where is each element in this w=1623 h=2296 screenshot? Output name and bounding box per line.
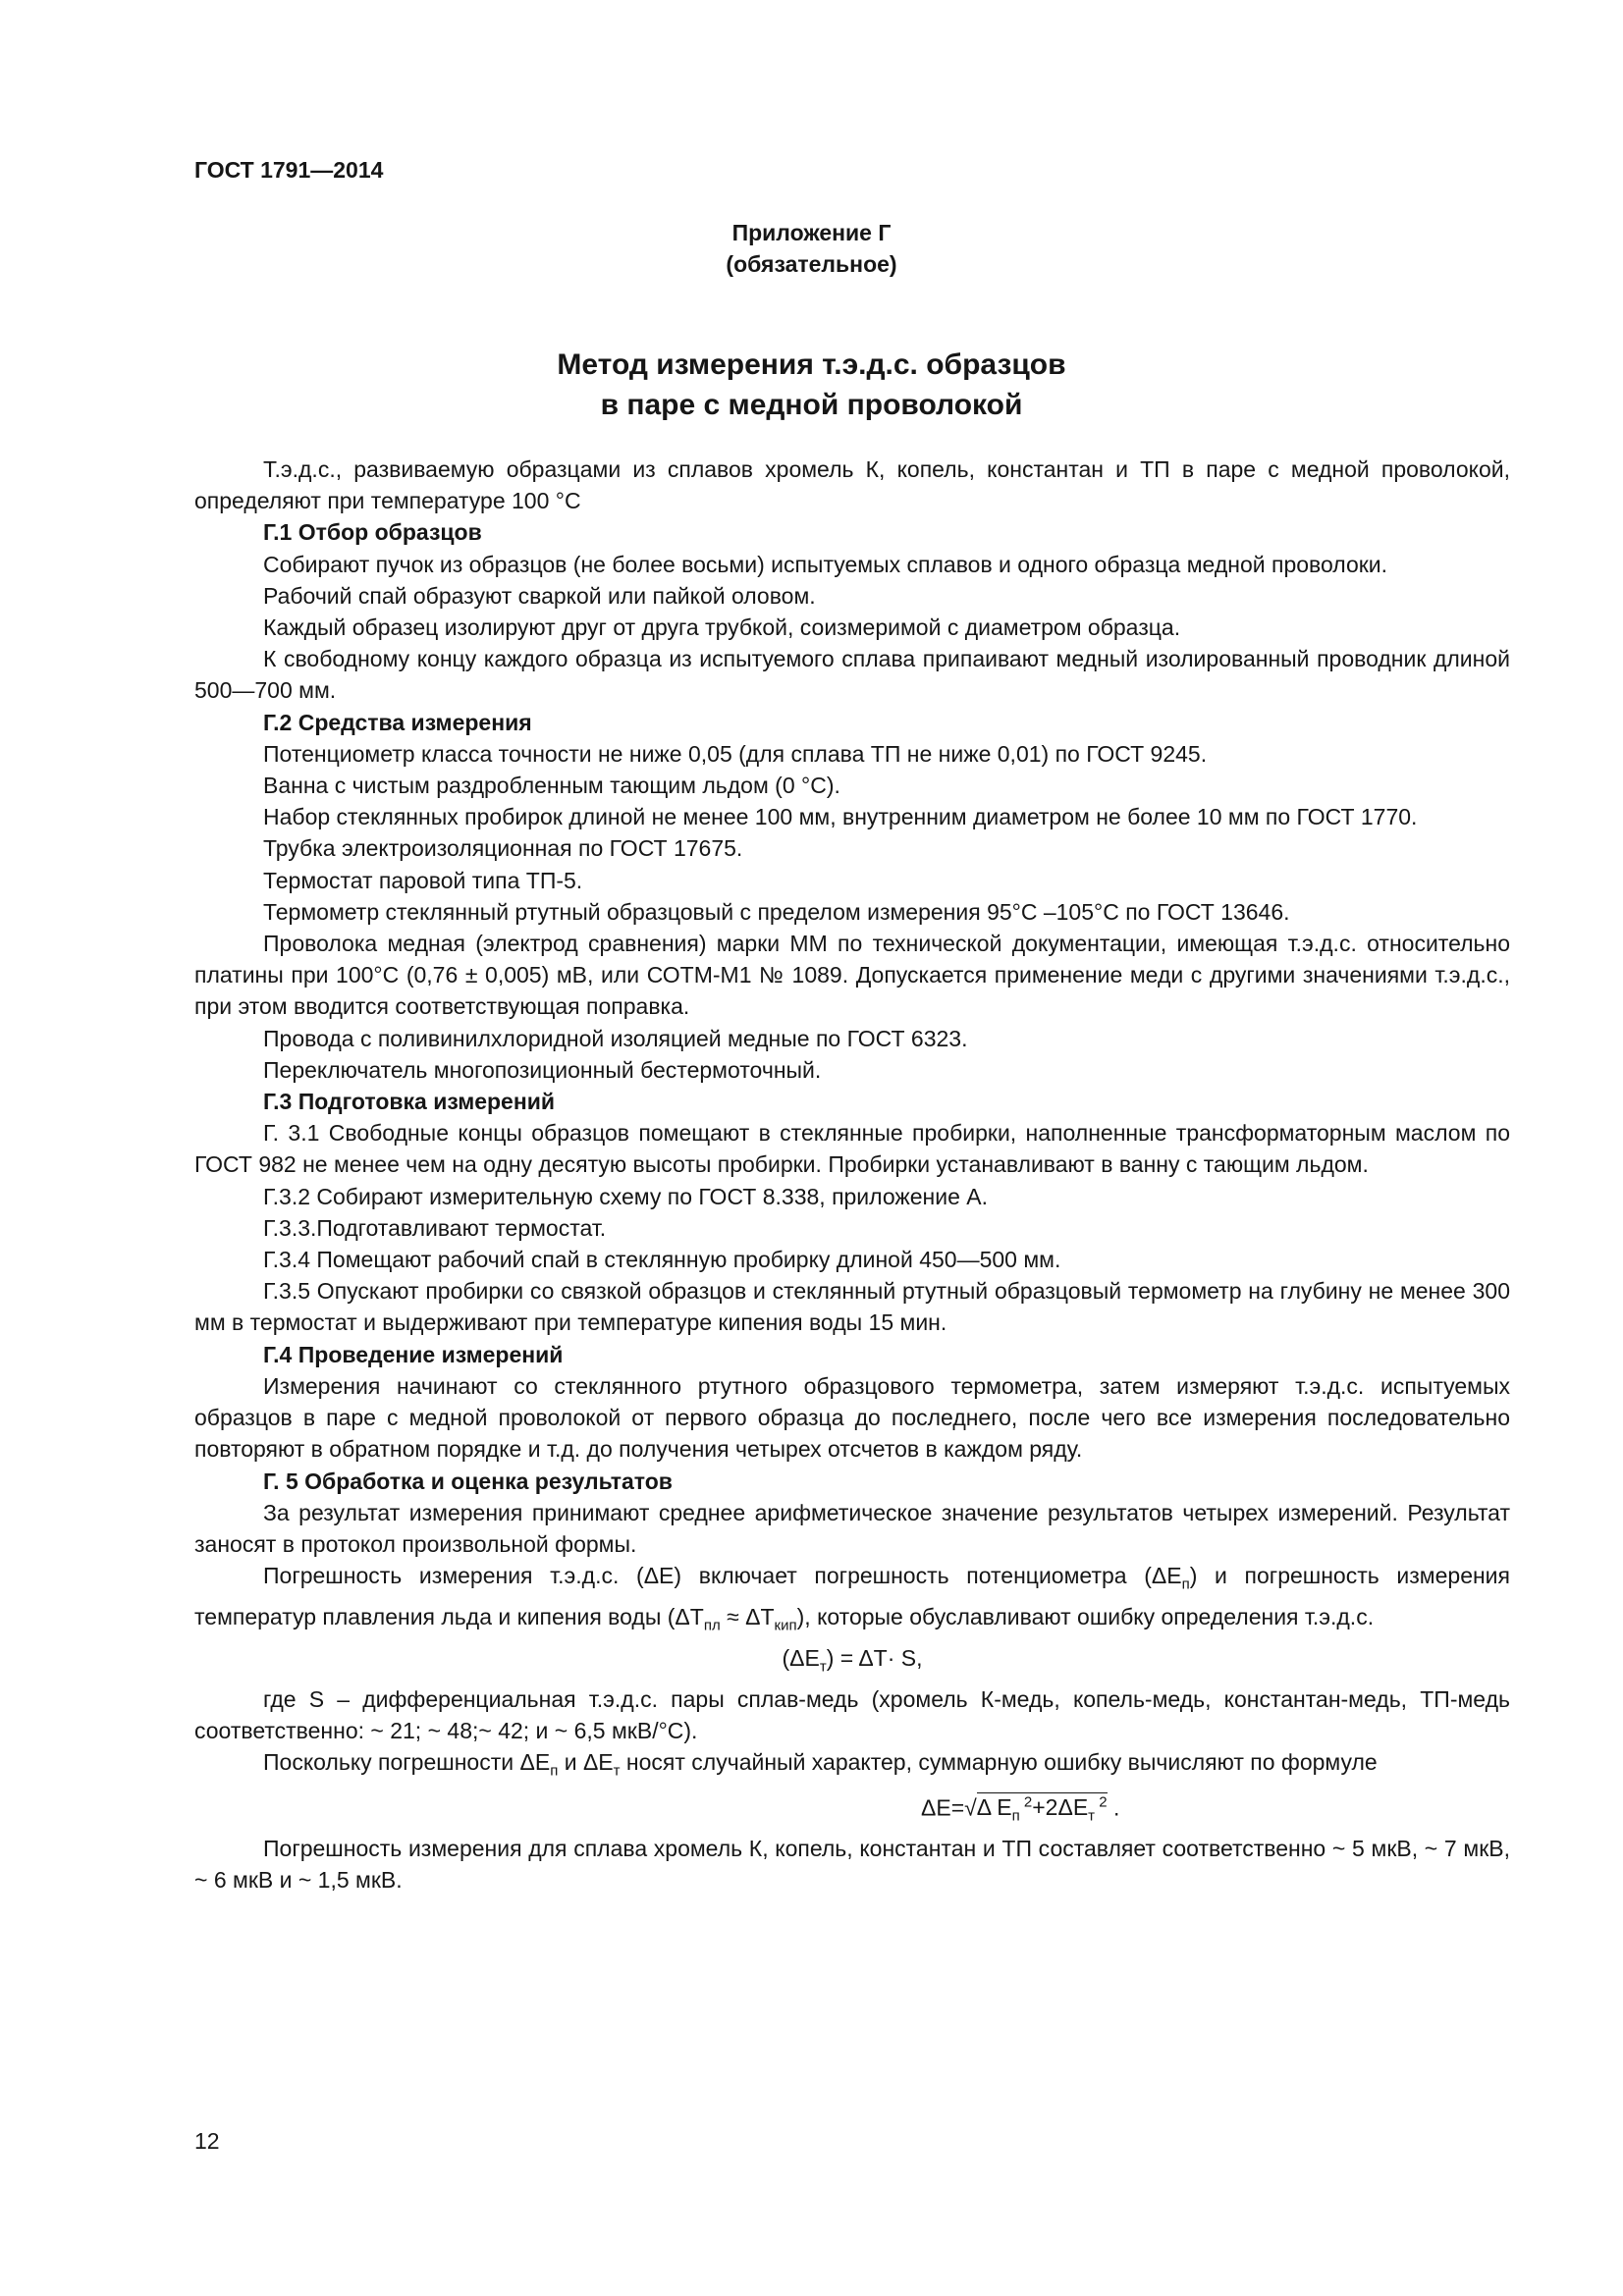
paragraph: Ванна с чистым раздробленным тающим льдом (0 °С).: [263, 773, 840, 799]
paragraph: К свободному концу каждого образца из испытуемого сплава припаивают медный изолированный проводник длиной 500—700 мм.: [194, 646, 1510, 704]
paragraph: Измерения начинают со стеклянного ртутного образцового термометра, затем измеряют т.э.д.с. испытуемых образцов в паре с медной проволокой от первого образца до последнего, после чего все измерения последовательно повторяют в обратном порядке и т.д. до получения четырех отсчетов в каждом ряду.: [194, 1372, 1510, 1463]
section-heading: Г.2 Средства измерения: [263, 709, 532, 735]
paragraph: Трубка электроизоляционная по ГОСТ 17675.: [263, 835, 743, 862]
paragraph: Г.3.5 Опускают пробирки со связкой образцов и стеклянный ртутный образцовый термометр на глубину не менее 300 мм в термостат и выдерживают при температуре кипения воды 15 мин.: [194, 1278, 1510, 1336]
paragraph: Проволока медная (электрод сравнения) марки ММ по технической документации, имеющая т.э.д.с. относительно платины при 100°С (0,76 ± 0,005) мВ, или СОТМ-М1 № 1089. Допускается применение меди с другими значениями т.э.д.с., при этом вводится соответствующая поправка.: [194, 931, 1510, 1020]
section-heading: Г.3 Подготовка измерений: [263, 1089, 556, 1115]
paragraph: Г. 3.1 Свободные концы образцов помещают в стеклянные пробирки, наполненные трансформаторным маслом по ГОСТ 982 не менее чем на одну десятую высоты пробирки. Пробирки устанавливают в ванну с тающим льдом.: [194, 1120, 1510, 1178]
document-header: ГОСТ 1791—2014: [194, 157, 384, 183]
section-heading: Г.1 Отбор образцов: [263, 519, 482, 546]
section-heading: Г. 5 Обработка и оценка результатов: [263, 1468, 673, 1494]
paragraph: Поскольку погрешности $\Delta Е_п$ и $\Delta Е_т$ носят случайный характер, суммарную ошибку вычисляют по формуле: [263, 1748, 1378, 1780]
formula: ΔЕ=√Δ $Е_п$ $^2+2\Delta Е_т$ $^2$ .: [921, 1793, 1120, 1825]
section-heading: Г.4 Проведение измерений: [263, 1341, 564, 1367]
appendix-status: (обязательное): [726, 251, 897, 277]
paragraph: Набор стеклянных пробирок длиной не менее 100 мм, внутренним диаметром не более 10 мм по ГОСТ 1770.: [263, 804, 1418, 830]
paragraph: Термостат паровой типа ТП-5.: [263, 867, 583, 893]
page-number: 12: [194, 2128, 220, 2154]
paragraph: Потенциометр класса точности не ниже 0,05 (для сплава ТП не ниже 0,01) по ГОСТ 9245.: [263, 740, 1208, 767]
appendix-label: Приложение Г: [731, 220, 892, 245]
paragraph: Собирают пучок из образцов (не более восьми) испытуемых сплавов и одного образца медной проволоки.: [263, 551, 1388, 577]
formula: $(\Delta Е_т) = \Delta Т\cdot S$,: [782, 1644, 923, 1676]
section-title-line-1: Метод измерения т.э.д.с. образцов: [557, 348, 1066, 381]
paragraph: Г.3.4 Помещают рабочий спай в стеклянную пробирку длиной 450—500 мм.: [263, 1247, 1061, 1273]
section-title-line-2: в паре с медной проволокой: [600, 389, 1023, 421]
document-body: [194, 454, 1510, 1896]
paragraph: Каждый образец изолируют друг от друга трубкой, соизмеримой с диаметром образца.: [263, 614, 1181, 641]
paragraph: Провода с поливинилхлоридной изоляцией медные по ГОСТ 6323.: [263, 1025, 968, 1051]
paragraph: Погрешность измерения т.э.д.с. (ΔЕ) включает погрешность потенциометра $(\Delta Е_п)$ и погрешность измерения температур плавления льда и кипения воды $(\Delta Т_{пл} \approx \Delta Т_{кип})$, которые обуславливают ошибку определения т.э.д.с.: [194, 1563, 1510, 1634]
paragraph: Переключатель многопозиционный бестермоточный.: [263, 1056, 822, 1083]
paragraph: Г.3.3.Подготавливают термостат.: [263, 1214, 607, 1241]
paragraph: Погрешность измерения для сплава хромель К, копель, константан и ТП составляет соответственно ~ 5 мкВ, ~ 7 мкВ, ~ 6 мкВ и ~ 1,5 мкВ.: [194, 1836, 1510, 1894]
paragraph: Рабочий спай образуют сваркой или пайкой оловом.: [263, 582, 816, 609]
paragraph: Термометр стеклянный ртутный образцовый с пределом измерения 95°С –105°С по ГОСТ 13646.: [263, 898, 1290, 925]
paragraph: За результат измерения принимают среднее арифметическое значение результатов четырех измерений. Результат заносят в протокол произвольной формы.: [194, 1499, 1510, 1557]
intro-paragraph: Т.э.д.с., развиваемую образцами из сплавов хромель К, копель, константан и ТП в паре с медной проволокой, определяют при температуре 100 °С: [194, 456, 1510, 514]
sqrt-radicand: Δ $Е_п$ $^2+2\Delta Е_т$ $^2$: [976, 1793, 1108, 1825]
paragraph: где S – дифференциальная т.э.д.с. пары сплав-медь (хромель К-медь, копель-медь, константан-медь, ТП-медь соответственно: ~ 21; ~ 48;~ 42; и ~ 6,5 мкВ/°С).: [194, 1685, 1510, 1743]
paragraph: Г.3.2 Собирают измерительную схему по ГОСТ 8.338, приложение А.: [263, 1183, 989, 1209]
